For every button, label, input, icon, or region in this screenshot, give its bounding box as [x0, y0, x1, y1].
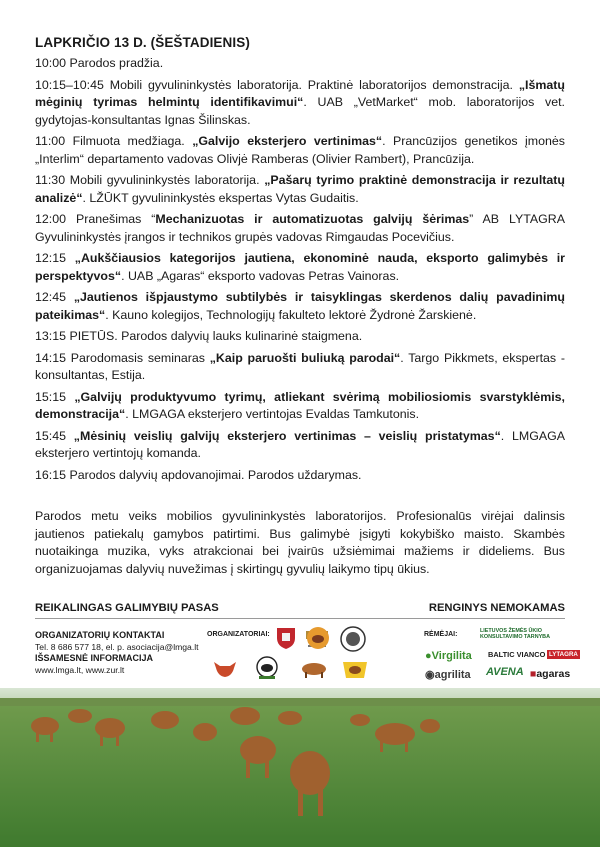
schedule-time: 16:15	[35, 467, 67, 482]
schedule-time: 14:15	[35, 350, 67, 365]
agaras-icon: ■	[530, 668, 537, 680]
agrilita-icon: ◉	[425, 669, 435, 681]
virgilita-logo-text: Virgilita	[431, 650, 472, 662]
seal-logo	[340, 626, 366, 652]
schedule-topic: „Galvijų produktyvumo tyrimų, atliekant svėrimą mobiliosiomis svarstyklėmis, demonstracija“	[35, 389, 565, 421]
lzukt-logo-line2: KONSULTAVIMO TARNYBA	[480, 634, 550, 641]
day-title: LAPKRIČIO 13 D. (ŠEŠTADIENIS)	[35, 35, 250, 50]
schedule-text: . UAB „VetMarket“ mob. laboratorijos vet. gydytojas-konsultantas Ignas Šilinskas.	[35, 95, 565, 127]
baltic-vianco-logo: BALTIC VIANCO	[488, 650, 546, 659]
schedule-time: 11:00	[35, 134, 66, 148]
schedule-text: Parodomasis seminaras	[66, 350, 210, 365]
schedule-time: 11:30	[35, 173, 66, 187]
schedule-entry	[35, 133, 565, 168]
schedule-text: . LMGAGA eksterjero vertintojų komanda.	[35, 428, 565, 460]
schedule-entry	[35, 467, 565, 485]
schedule-topic: „Kaip paruošti buliuką parodai“	[209, 350, 401, 365]
schedule-text	[66, 429, 74, 443]
virgilita-leaf-icon: ●	[425, 650, 432, 662]
schedule-entry	[35, 389, 565, 424]
schedule-entry	[35, 350, 565, 385]
schedule-text: Pranešimas “	[66, 212, 156, 226]
bull-logo-red	[210, 656, 240, 680]
schedule-time: 12:00	[35, 212, 67, 226]
schedule-entry	[35, 250, 565, 285]
schedule-topic: „Galvijo eksterjero vertinimas“	[192, 134, 383, 148]
schedule-text: ” AB LYTAGRA Gyvulininkystės įrangos ir technikos grupės vadovas Rimgaudas Pocevičius.	[35, 212, 565, 244]
organizers-label: ORGANIZATORIAI:	[207, 631, 270, 638]
schedule-entry	[35, 172, 565, 207]
schedule-text: . LŽŪKT gyvulininkystės ekspertas Vytas Gudaitis.	[82, 190, 359, 205]
schedule-entry	[35, 55, 565, 73]
sponsors-block	[400, 626, 578, 686]
lzukt-logo-line1: LIETUVOS ŽEMĖS ŪKIO	[480, 628, 542, 634]
agaras-logo-text: agaras	[536, 668, 571, 680]
cattle-pasture-photo	[0, 688, 600, 847]
simmental-logo	[340, 658, 370, 682]
info-paragraph: Parodos metu veiks mobilios gyvulininkystės laboratorijos. Profesionalūs virėjai dalinsis jautienos patiekalų gamybos patirtimi. Bus galimybė įsigyti kokybiško maisto. Skambės nuotaikinga muzika, vyks atrakcionai bei įvairūs užsiėmimai mažiems ir dideliems. Bus organizuojamas dalyvių nuvežimas į skirtingų gyvulių laikymo tipų ūkius.	[35, 509, 565, 576]
sponsors-label: RĖMĖJAI:	[424, 631, 458, 638]
organizer-contacts	[35, 630, 205, 676]
schedule-entry	[35, 211, 565, 246]
footer-divider	[35, 618, 565, 619]
lytagra-logo: LYTAGRA	[549, 651, 578, 658]
schedule-topic: „Išmatų mėginių tyrimas helmintų identifikavimui“	[35, 77, 565, 109]
schedule-time: 10:15–10:45	[35, 77, 104, 92]
organizers-block	[207, 626, 377, 686]
schedule-topic: „Mėsinių veislių galvijų eksterjero vertinimas – veislių pristatymas“	[73, 428, 501, 443]
agrilita-logo-text: agrilita	[434, 669, 471, 681]
schedule-text	[66, 290, 74, 304]
cattle-association-logo	[306, 626, 330, 650]
free-event-heading: RENGINYS NEMOKAMAS	[428, 602, 565, 614]
schedule-text	[66, 251, 75, 265]
schedule-text: Parodos pradžia.	[66, 56, 164, 70]
avena-logo: AVENA	[486, 666, 524, 678]
contacts-heading: ORGANIZATORIŲ KONTAKTAI	[35, 630, 165, 640]
schedule-topic: „Jautienos išpjaustymo subtilybės ir taisyklingas skerdenos dalių pavadinimų pateikimas“	[35, 290, 565, 322]
cow-logo-brown	[299, 658, 329, 680]
more-info-heading: IŠSAMESNĖ INFORMACIJA	[35, 653, 154, 663]
schedule-text: PIETŪS. Parodos dalyvių lauks kulinarinė staigmena.	[66, 329, 363, 343]
schedule-time: 15:45	[35, 428, 67, 443]
schedule-topic: „Aukščiausios kategorijos jautiena, ekonominė nauda, eksporto galimybės ir perspektyvos“	[35, 251, 565, 283]
schedule-topic: Mechanizuotas ir automatizuotas galvijų šėrimas	[155, 212, 470, 226]
schedule-time: 10:00	[35, 56, 67, 70]
schedule-time: 15:15	[35, 389, 67, 404]
schedule-text: Filmuota medžiaga.	[65, 134, 193, 148]
schedule-text: . Targo Pikkmets, ekspertas - konsultantas, Estija.	[35, 350, 565, 382]
virgilita-logo	[425, 650, 472, 662]
agrilita-logo	[425, 668, 471, 681]
schedule-time: 12:45	[35, 290, 67, 304]
schedule-entry	[35, 428, 565, 463]
contacts-line[interactable]: Tel. 8 686 577 18, el. p. asociacija@lmga.lt	[35, 641, 199, 652]
farm-logo-black	[253, 656, 281, 680]
schedule-list	[35, 55, 565, 488]
schedule-text: . Prancūzijos genetikos įmonės „Interlim“ departamento vadovas Olivjė Ramberas (Olivier Rambert), Prancūzija.	[35, 134, 565, 166]
schedule-text: Parodos dalyvių apdovanojimai. Parodos uždarymas.	[66, 467, 362, 482]
schedule-time: 12:15	[35, 251, 67, 265]
lzukt-logo	[480, 628, 550, 641]
schedule-time: 13:15	[35, 329, 67, 343]
footer-headings	[35, 602, 565, 618]
passport-required-heading: REIKALINGAS GALIMYBIŲ PASAS	[35, 602, 219, 614]
schedule-entry	[35, 328, 565, 346]
schedule-text: Mobili gyvulininkystės laboratorija.	[65, 173, 265, 187]
lithuania-coat-of-arms-logo	[275, 626, 297, 650]
websites-link[interactable]: www.lmga.lt, www.zur.lt	[35, 664, 125, 675]
schedule-entry	[35, 289, 565, 324]
schedule-topic: „Pašarų tyrimo praktinė demonstracija ir rezultatų analizė“	[35, 173, 566, 205]
schedule-text: Mobili gyvulininkystės laboratorija. Praktinė laboratorijos demonstracija.	[103, 77, 519, 92]
schedule-text: . LMGAGA eksterjero vertintojas Evaldas Tamkutonis.	[125, 407, 420, 421]
schedule-text: . UAB „Agaras“ eksporto vadovas Petras Vainoras.	[121, 268, 400, 283]
schedule-entry	[35, 77, 565, 130]
agaras-logo	[530, 668, 570, 680]
schedule-text: . Kauno kolegijos, Technologijų fakulteto lektorė Žydronė Žarskienė.	[105, 307, 477, 322]
